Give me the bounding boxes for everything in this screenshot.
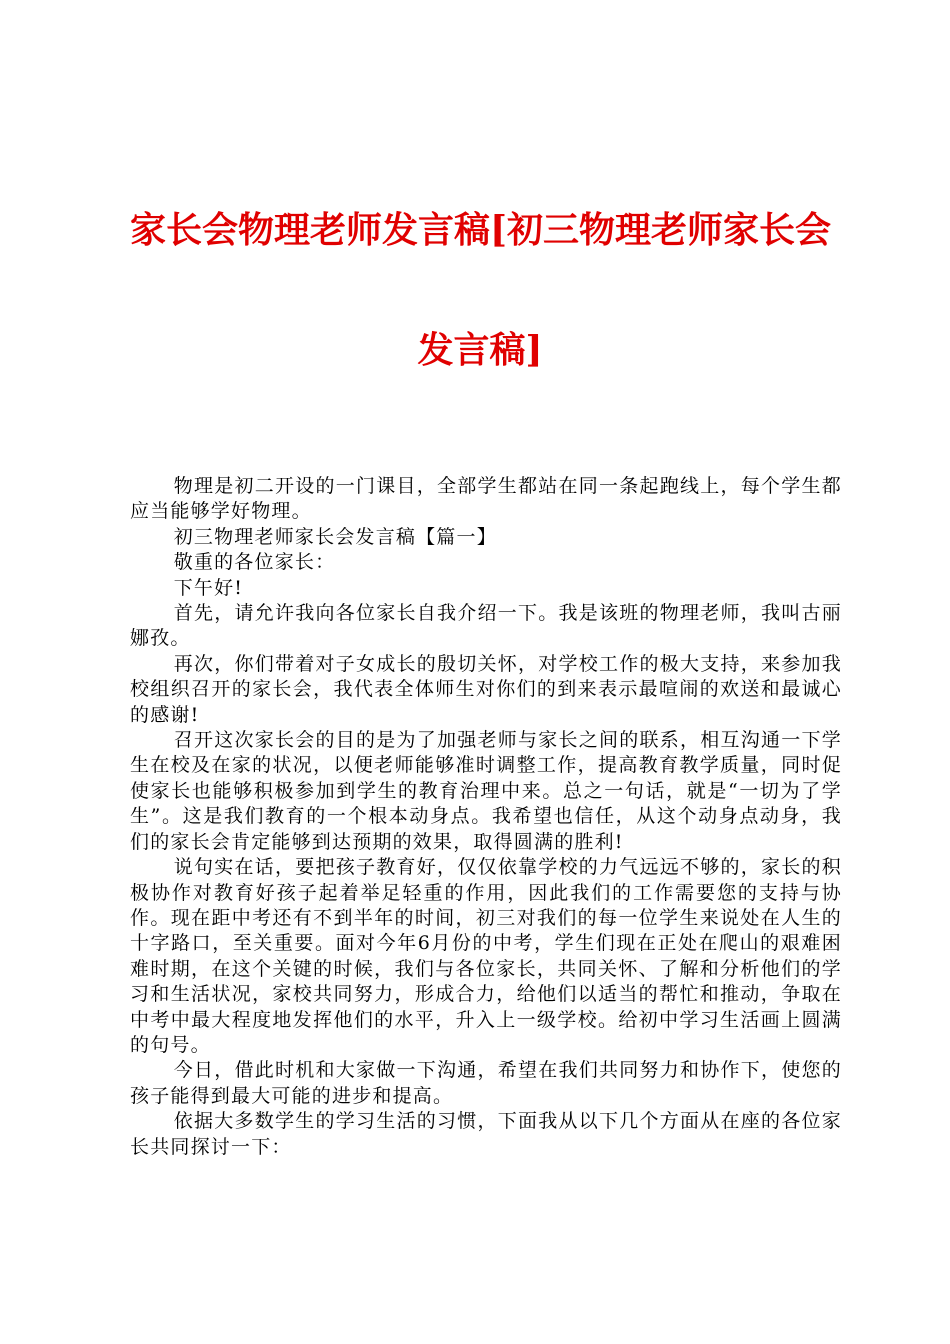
paragraph-cooperation: 说句实在话，要把孩子教育好，仅仅依靠学校的力气远远不够的，家长的积极协作对教育好孩子起着举足轻重的作用，因此我们的工作需要您的支持与协作。现在距中考还有不到半年的时间，初三对我们的每一位学生来说处在人生的十字路口，至关重要。面对今年6月份的中考，学生们现在正处在爬山的艰难困难时期，在这个关键的时候，我们与各位家长，共同关怀、了解和分析他们的学习和生活状况，家校共同努力，形成合力，给他们以适当的帮忙和推动，争取在中考中最大程度地发挥他们的水平，升入上一级学校。给初中学习生活画上圆满的句号。 — [130, 856, 842, 1056]
paragraph-intro: 物理是初二开设的一门课目，全部学生都站在同一条起跑线上，每个学生都应当能够学好物理。 — [130, 475, 842, 523]
document-body — [130, 474, 842, 1160]
paragraph-greeting: 下午好! — [173, 576, 244, 599]
paragraph-section-heading: 初三物理老师家长会发言稿【篇一】 — [173, 525, 497, 548]
document-title-line-1: 家长会物理老师发言稿[初三物理老师家长会 — [130, 209, 832, 251]
paragraph-communication: 今日，借此时机和大家做一下沟通，希望在我们共同努力和协作下，使您的孩子能得到最大可能的进步和提高。 — [130, 1059, 842, 1107]
paragraph-thanks: 再次，你们带着对子女成长的殷切关怀，对学校工作的极大支持，来参加我校组织召开的家长会，我代表全体师生对你们的到来表示最喧闹的欢送和最诚心的感谢! — [130, 652, 842, 726]
paragraph-salutation: 敬重的各位家长： — [173, 551, 336, 574]
document-title-line-2: 发言稿] — [417, 329, 543, 371]
paragraph-self-introduction: 首先，请允许我向各位家长自我介绍一下。我是该班的物理老师，我叫古丽娜孜。 — [130, 602, 842, 650]
paragraph-discussion: 依据大多数学生的学习生活的习惯，下面我从以下几个方面从在座的各位家长共同探讨一下： — [130, 1110, 842, 1158]
paragraph-purpose: 召开这次家长会的目的是为了加强老师与家长之间的联系，相互沟通一下学生在校及在家的状况，以便老师能够准时调整工作，提高教育教学质量，同时促使家长也能够积极参加到学生的教育治理中来。总之一句话，就是“一切为了学生”。这是我们教育的一个根本动身点。我希望也信任，从这个动身点动身，我们的家长会肯定能够到达预期的效果，取得圆满的胜利! — [130, 729, 842, 853]
